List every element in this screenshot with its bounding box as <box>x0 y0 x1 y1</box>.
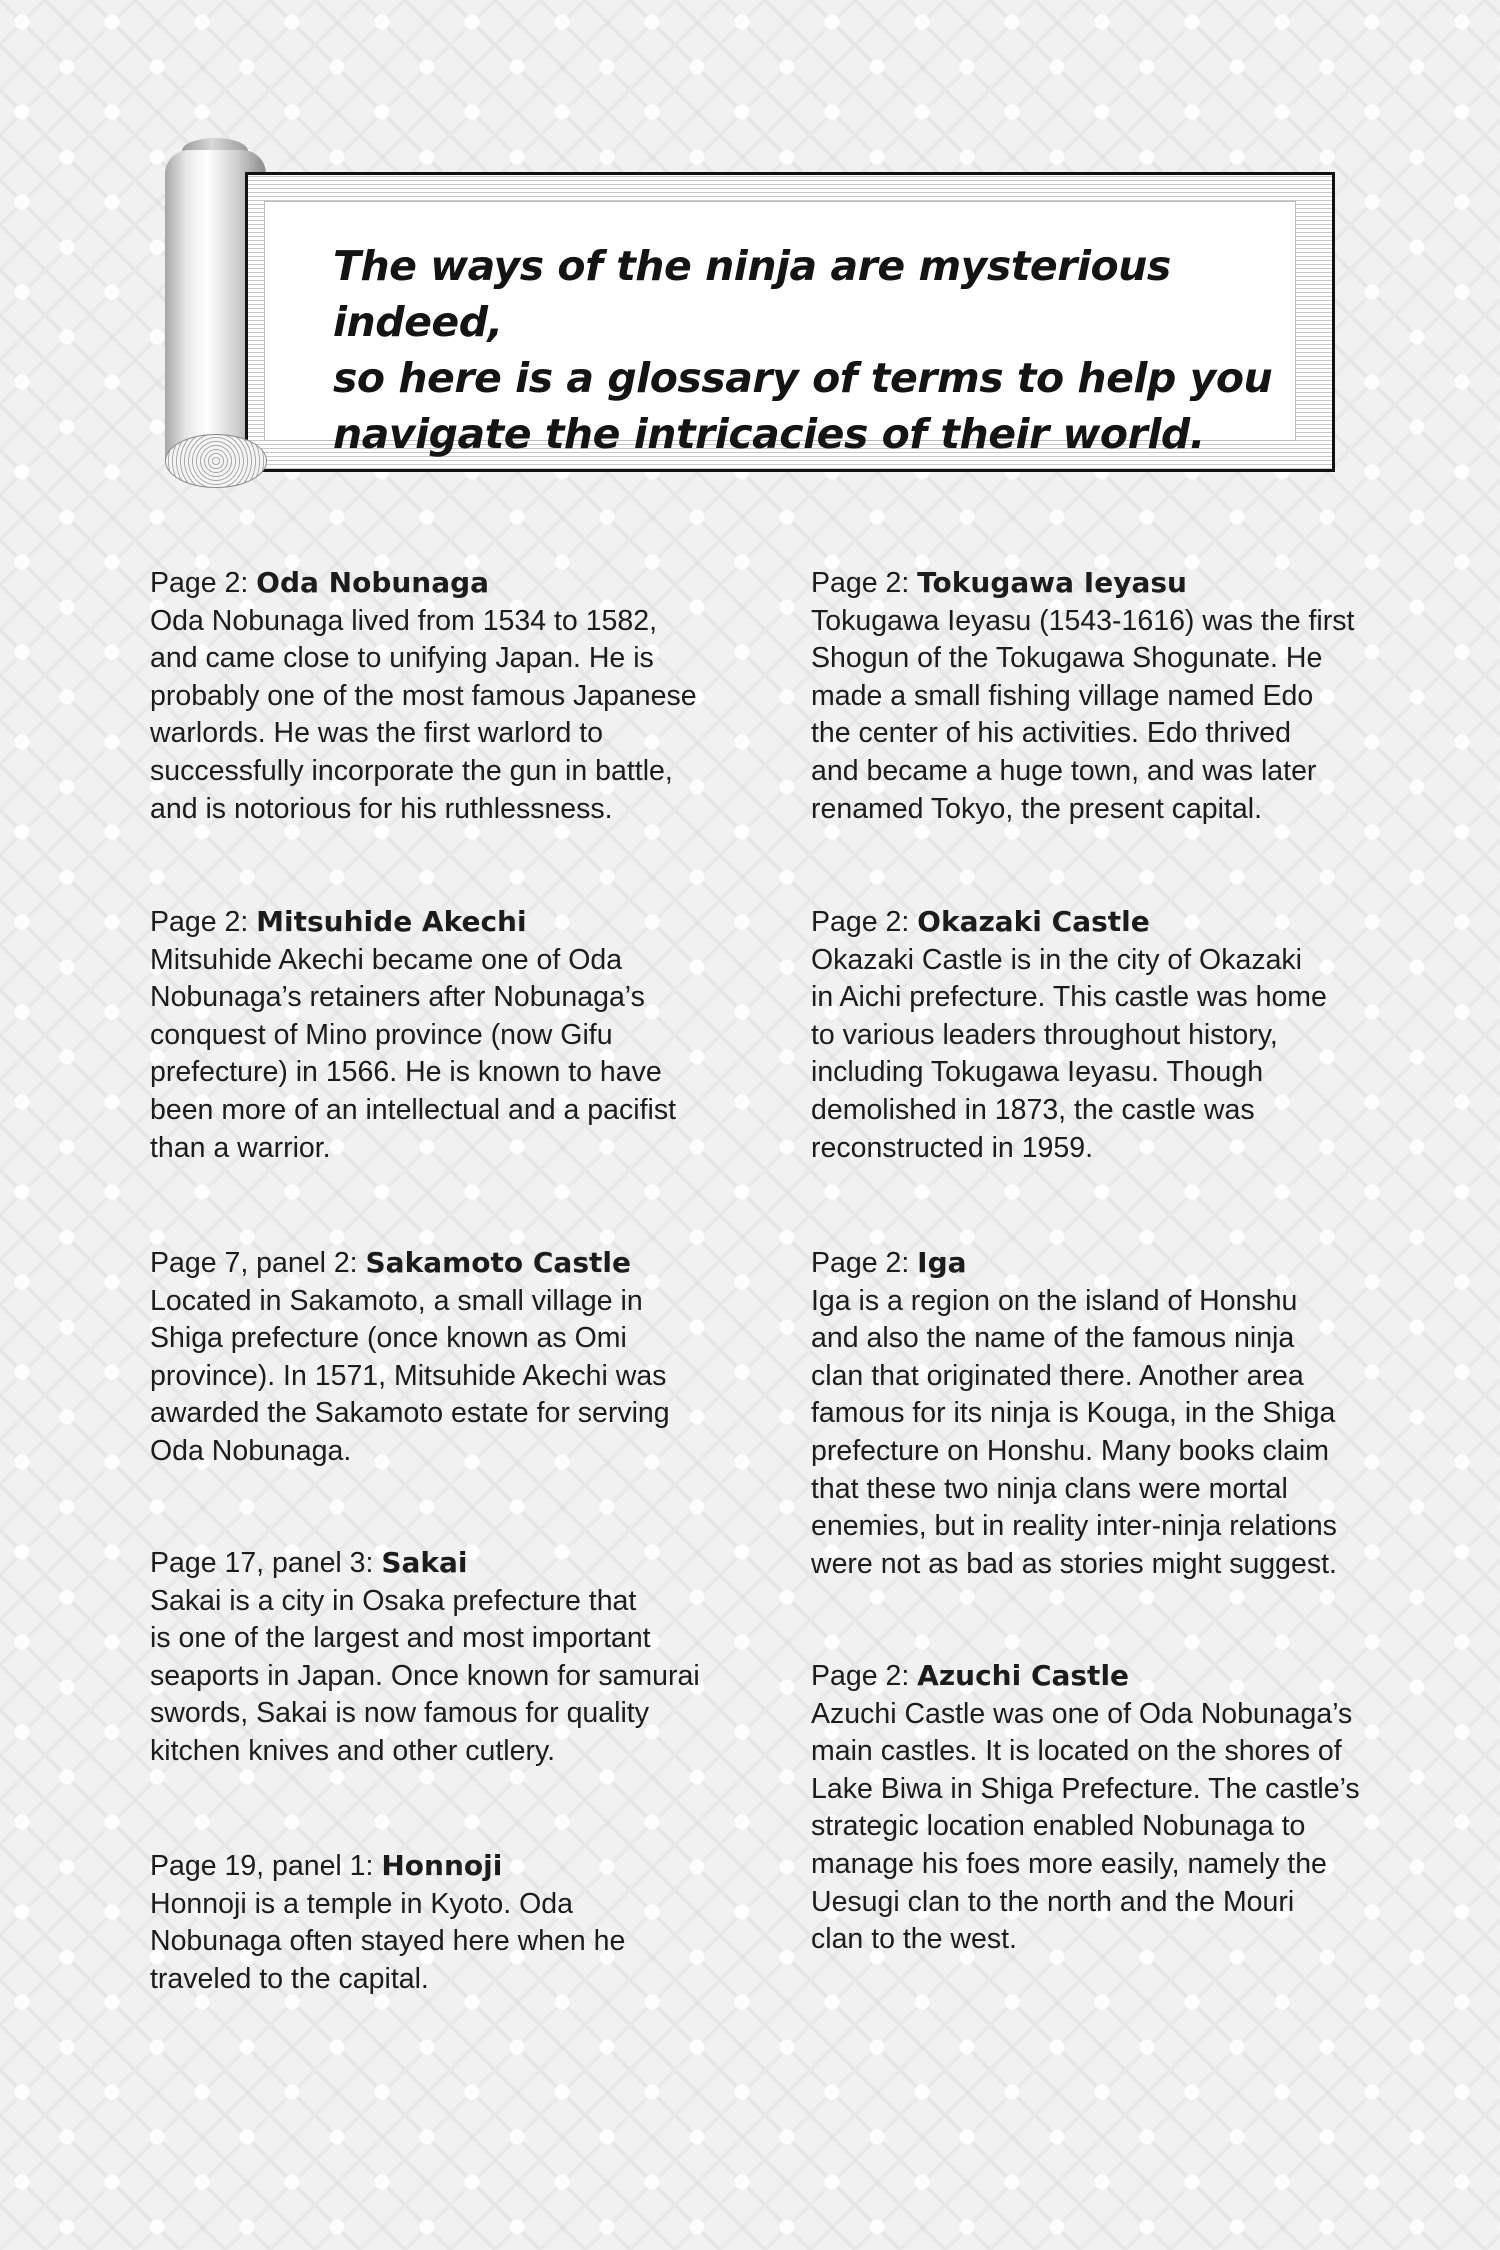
entry-heading <box>811 903 1451 942</box>
entry-term: Okazaki Castle <box>917 905 1150 938</box>
entry-line: and came close to unifying Japan. He is <box>150 642 654 675</box>
entry-line: famous for its ninja is Kouga, in the Shiga <box>811 1397 1336 1430</box>
entry-line: clan that originated there. Another area <box>811 1359 1304 1392</box>
entry-line: Oda Nobunaga. <box>150 1434 352 1467</box>
entry-line: warlords. He was the first warlord to <box>150 717 603 750</box>
entry-heading <box>150 1544 790 1583</box>
entry-line: conquest of Mino province (now Gifu <box>150 1018 613 1051</box>
entry-heading <box>150 1847 790 1886</box>
entry-line: Tokugawa Ieyasu (1543-1616) was the first <box>811 604 1355 637</box>
entry-line: seaports in Japan. Once known for samurai <box>150 1659 700 1692</box>
glossary-entry-azuchi-castle <box>811 1657 1451 1959</box>
glossary-entry-sakamoto-castle <box>150 1244 790 1471</box>
entry-line: is one of the largest and most important <box>150 1622 651 1655</box>
entry-line: province). In 1571, Mitsuhide Akechi was <box>150 1359 667 1392</box>
entry-term: Tokugawa Ieyasu <box>917 566 1187 599</box>
entry-line: Sakai is a city in Osaka prefecture that <box>150 1584 637 1617</box>
entry-line: than a warrior. <box>150 1131 331 1164</box>
glossary-entry-iga <box>811 1244 1451 1583</box>
entry-ref: Page 2: <box>811 906 910 938</box>
entry-line: that these two ninja clans were mortal <box>811 1472 1288 1505</box>
glossary-entry-sakai <box>150 1544 790 1771</box>
glossary-entry-mitsuhide-akechi <box>150 903 790 1167</box>
entry-ref: Page 19, panel 1: <box>150 1850 374 1882</box>
entry-ref: Page 2: <box>150 906 249 938</box>
entry-term: Sakai <box>381 1546 468 1579</box>
entry-line: Azuchi Castle was one of Oda Nobunaga’s <box>811 1697 1353 1730</box>
entry-definition <box>811 942 1451 1168</box>
entry-line: kitchen knives and other cutlery. <box>150 1734 556 1767</box>
intro-line: so here is a glossary of terms to help you <box>333 354 1273 402</box>
entry-definition <box>150 1283 790 1471</box>
entry-definition <box>150 1583 790 1771</box>
entry-line: Iga is a region on the island of Honshu <box>811 1284 1298 1317</box>
entry-term: Mitsuhide Akechi <box>256 905 527 938</box>
entry-line: were not as bad as stories might suggest. <box>811 1547 1337 1580</box>
entry-line: Shogun of the Tokugawa Shogunate. He <box>811 642 1323 675</box>
entry-term: Oda Nobunaga <box>256 566 490 599</box>
entry-line: swords, Sakai is now famous for quality <box>150 1697 649 1730</box>
entry-heading <box>811 1244 1451 1283</box>
intro-line: navigate the intricacies of their world. <box>333 410 1205 458</box>
entry-ref: Page 2: <box>150 567 249 599</box>
entry-line: strategic location enabled Nobunaga to <box>811 1810 1306 1843</box>
entry-line: Honnoji is a temple in Kyoto. Oda <box>150 1887 573 1920</box>
entry-line: manage his foes more easily, namely the <box>811 1847 1327 1880</box>
entry-line: to various leaders throughout history, <box>811 1018 1278 1051</box>
intro-text <box>333 238 1293 462</box>
entry-definition <box>811 603 1451 829</box>
entry-line: reconstructed in 1959. <box>811 1131 1094 1164</box>
entry-definition <box>150 603 790 829</box>
entry-line: demolished in 1873, the castle was <box>811 1093 1255 1126</box>
scroll-roll-bottom-cap <box>165 434 267 488</box>
entry-line: enemies, but in reality inter-ninja relations <box>811 1510 1337 1543</box>
entry-line: probably one of the most famous Japanese <box>150 679 697 712</box>
entry-ref: Page 2: <box>811 1660 910 1692</box>
glossary-entry-oda-nobunaga <box>150 564 790 828</box>
entry-line: Okazaki Castle is in the city of Okazaki <box>811 943 1303 976</box>
entry-line: prefecture) in 1566. He is known to have <box>150 1056 662 1089</box>
entry-line: the center of his activities. Edo thrived <box>811 717 1291 750</box>
entry-line: clan to the west. <box>811 1923 1017 1956</box>
entry-definition <box>150 942 790 1168</box>
entry-line: Oda Nobunaga lived from 1534 to 1582, <box>150 604 658 637</box>
entry-line: been more of an intellectual and a pacifist <box>150 1093 676 1126</box>
entry-line: traveled to the capital. <box>150 1962 429 1995</box>
glossary-entry-okazaki-castle <box>811 903 1451 1167</box>
glossary-entry-honnoji <box>150 1847 790 1998</box>
entry-line: Shiga prefecture (once known as Omi <box>150 1322 627 1355</box>
entry-heading <box>150 903 790 942</box>
entry-definition <box>150 1886 790 1999</box>
entry-line: Mitsuhide Akechi became one of Oda <box>150 943 623 976</box>
glossary-entry-tokugawa-ieyasu <box>811 564 1451 828</box>
entry-heading <box>150 1244 790 1283</box>
entry-heading <box>811 1657 1451 1696</box>
entry-line: renamed Tokyo, the present capital. <box>811 792 1262 825</box>
entry-line: main castles. It is located on the shores of <box>811 1735 1342 1768</box>
entry-ref: Page 2: <box>811 1247 910 1279</box>
entry-line: including Tokugawa Ieyasu. Though <box>811 1056 1264 1089</box>
entry-term: Azuchi Castle <box>917 1659 1130 1692</box>
entry-line: and also the name of the famous ninja <box>811 1322 1295 1355</box>
entry-line: and is notorious for his ruthlessness. <box>150 792 613 825</box>
entry-term: Sakamoto Castle <box>365 1246 631 1279</box>
entry-line: successfully incorporate the gun in battle, <box>150 754 673 787</box>
entry-line: Nobunaga often stayed here when he <box>150 1925 626 1958</box>
entry-term: Honnoji <box>381 1849 503 1882</box>
entry-line: made a small fishing village named Edo <box>811 679 1314 712</box>
entry-definition <box>811 1283 1451 1584</box>
entry-ref: Page 7, panel 2: <box>150 1247 358 1279</box>
entry-ref: Page 17, panel 3: <box>150 1547 374 1579</box>
entry-line: Located in Sakamoto, a small village in <box>150 1284 643 1317</box>
entry-line: and became a huge town, and was later <box>811 754 1317 787</box>
entry-definition <box>811 1696 1451 1959</box>
entry-heading <box>150 564 790 603</box>
entry-line: Lake Biwa in Shiga Prefecture. The castle’s <box>811 1772 1360 1805</box>
intro-line: The ways of the ninja are mysterious indeed, <box>333 242 1171 346</box>
entry-line: prefecture on Honshu. Many books claim <box>811 1434 1330 1467</box>
entry-line: awarded the Sakamoto estate for serving <box>150 1397 670 1430</box>
entry-ref: Page 2: <box>811 567 910 599</box>
entry-line: Nobunaga’s retainers after Nobunaga’s <box>150 981 645 1014</box>
entry-line: in Aichi prefecture. This castle was home <box>811 981 1327 1014</box>
entry-heading <box>811 564 1451 603</box>
entry-term: Iga <box>917 1246 967 1279</box>
entry-line: Uesugi clan to the north and the Mouri <box>811 1885 1295 1918</box>
